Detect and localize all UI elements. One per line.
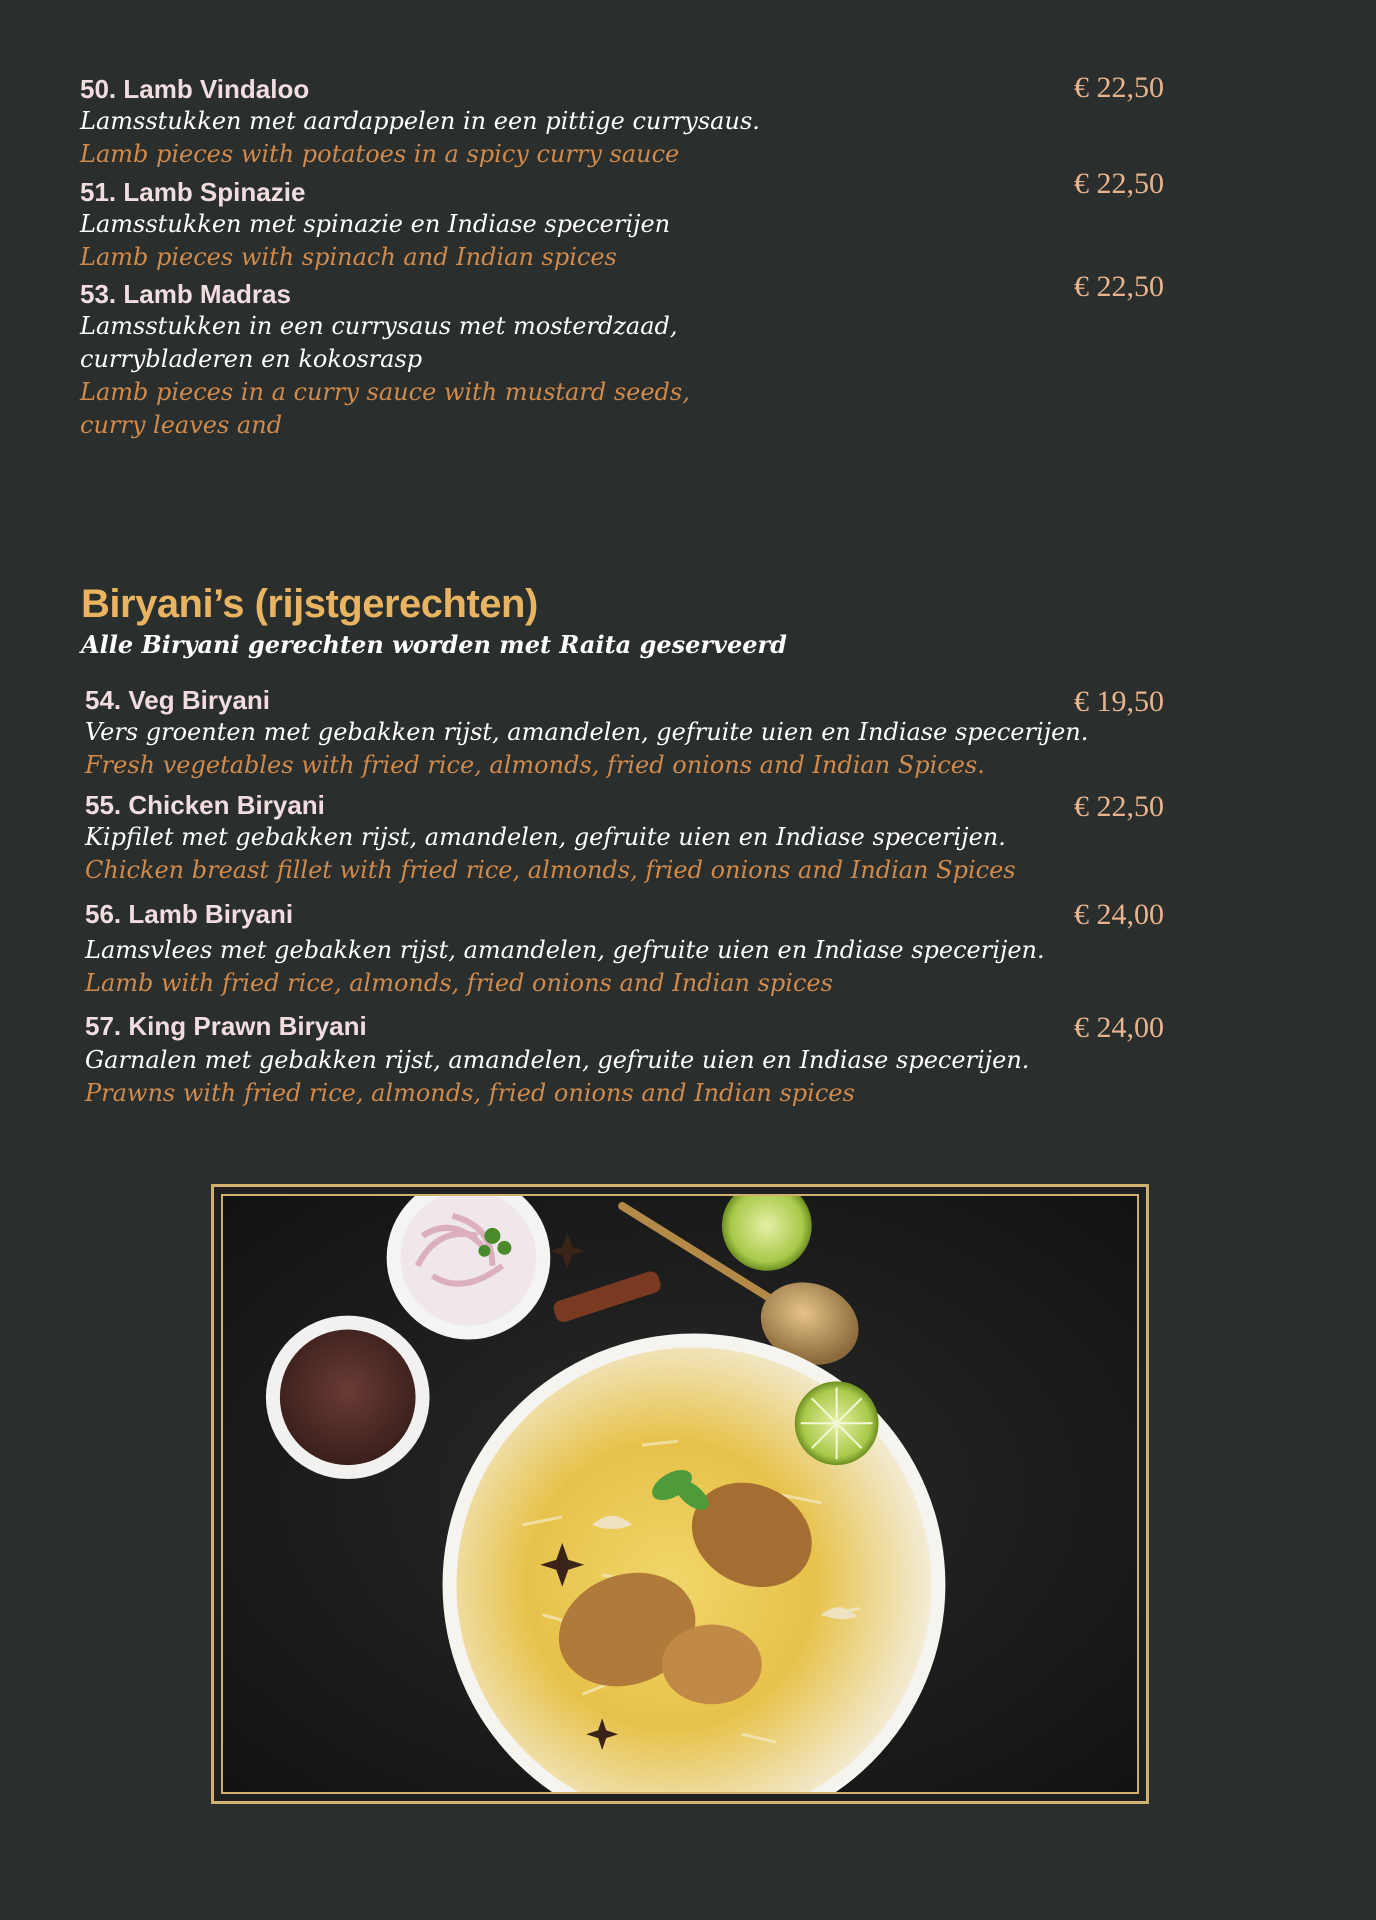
item-description-en: curry leaves and xyxy=(80,411,283,439)
item-name: 53. Lamb Madras xyxy=(80,279,291,309)
menu-item-54 xyxy=(85,684,1088,782)
item-price: € 22,50 xyxy=(1074,270,1164,303)
item-description-en: Lamb with fried rice, almonds, fried onions and Indian spices xyxy=(85,969,833,997)
item-name: 54. Veg Biryani xyxy=(85,685,270,715)
biryani-bowl-photo xyxy=(221,1194,1139,1794)
section-title: Biryani’s (rijstgerechten) xyxy=(81,582,538,626)
item-description-en: Lamb pieces in a curry sauce with mustard seeds, xyxy=(80,378,690,406)
item-description-en: Fresh vegetables with fried rice, almonds, fried onions and Indian Spices. xyxy=(85,751,985,779)
item-price: € 19,50 xyxy=(1074,685,1164,718)
item-description-nl: Lamsstukken met aardappelen in een pittige currysaus. xyxy=(80,107,760,135)
biryani-illustration xyxy=(223,1196,1137,1792)
item-name: 57. King Prawn Biryani xyxy=(85,1011,367,1041)
menu-item-56 xyxy=(85,898,1045,1000)
item-price: € 22,50 xyxy=(1074,71,1164,104)
item-price: € 22,50 xyxy=(1074,790,1164,823)
item-description-nl: Vers groenten met gebakken rijst, amandelen, gefruite uien en Indiase specerijen. xyxy=(85,718,1089,746)
menu-item-55 xyxy=(85,789,1016,887)
item-price: € 22,50 xyxy=(1074,167,1164,200)
item-description-en: Lamb pieces with spinach and Indian spices xyxy=(80,243,617,271)
section-subtitle: Alle Biryani gerechten worden met Raita geserveerd xyxy=(81,630,787,659)
item-description-nl: Lamsstukken in een currysaus met mosterdzaad, xyxy=(80,312,678,340)
menu-item-51 xyxy=(80,176,670,274)
photo-frame xyxy=(211,1184,1149,1804)
item-description-nl: Kipfilet met gebakken rijst, amandelen, gefruite uien en Indiase specerijen. xyxy=(85,823,1006,851)
menu-item-57 xyxy=(85,1010,1029,1110)
item-description-nl: currybladeren en kokosrasp xyxy=(80,345,423,373)
item-price: € 24,00 xyxy=(1074,898,1164,931)
item-name: 56. Lamb Biryani xyxy=(85,899,294,929)
item-description-en: Lamb pieces with potatoes in a spicy curry sauce xyxy=(80,140,680,168)
item-name: 51. Lamb Spinazie xyxy=(80,177,306,207)
item-description-nl: Garnalen met gebakken rijst, amandelen, gefruite uien en Indiase specerijen. xyxy=(85,1046,1030,1074)
item-name: 50. Lamb Vindaloo xyxy=(80,74,310,104)
item-description-nl: Lamsstukken met spinazie en Indiase specerijen xyxy=(80,210,671,238)
item-name: 55. Chicken Biryani xyxy=(85,790,325,820)
item-description-en: Chicken breast fillet with fried rice, almonds, fried onions and Indian Spices xyxy=(85,856,1016,884)
menu-item-53 xyxy=(80,278,690,442)
menu-item-50 xyxy=(80,73,760,171)
item-description-en: Prawns with fried rice, almonds, fried onions and Indian spices xyxy=(85,1079,855,1107)
item-price: € 24,00 xyxy=(1074,1011,1164,1044)
item-description-nl: Lamsvlees met gebakken rijst, amandelen, gefruite uien en Indiase specerijen. xyxy=(85,936,1045,964)
